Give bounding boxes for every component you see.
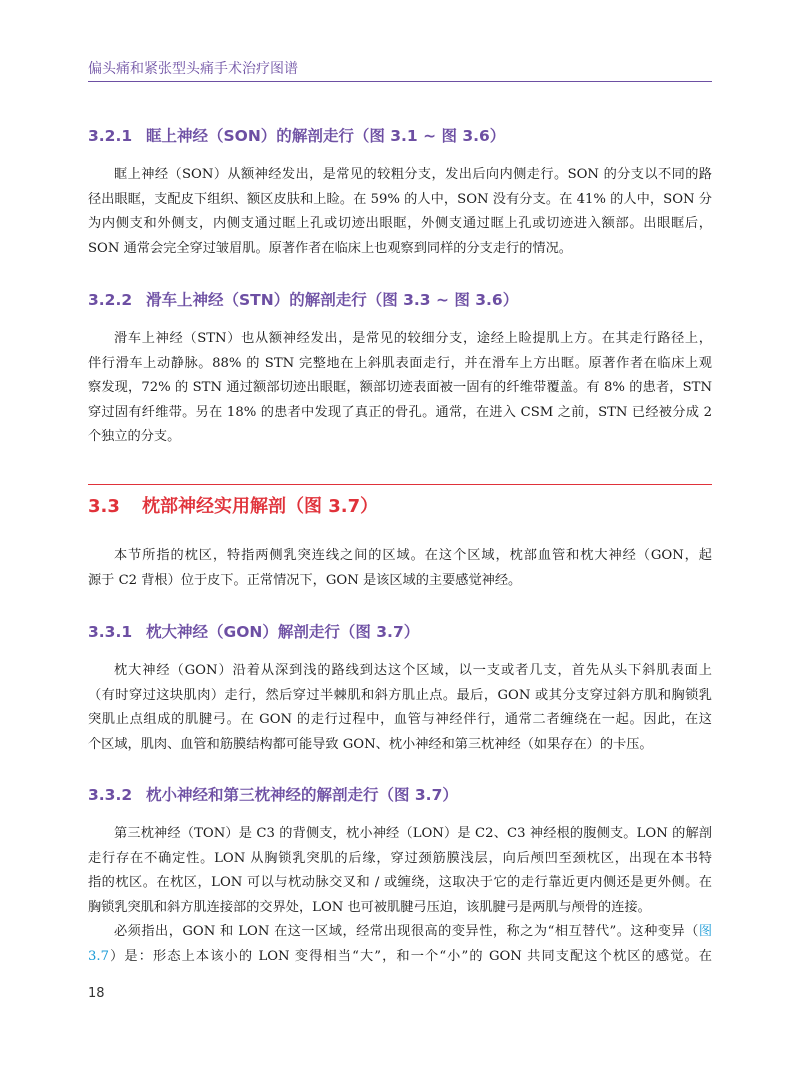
subsection-number: 3.3.1 [88,623,133,641]
paragraph-occipital-intro [88,544,712,593]
text-line [88,945,712,970]
text-line: （有时穿过这块肌肉）走行，然后穿过半棘肌和斜方肌止点。最后，GON 或其分支穿过斜方肌和胸锁乳 [88,687,712,703]
text-line: 第三枕神经（TON）是 C3 的背侧支，枕小神经（LON）是 C2、C3 神经根的腹侧支。LON 的解剖 [114,826,712,841]
subsection-heading-3-3-1 [88,620,419,642]
text-line: 滑车上神经（STN）也从额神经发出，是常见的较细分支，途经上睑提肌上方。在其走行路径上， [114,331,712,346]
text-line: 个区域，肌肉、血管和筋膜结构都可能导致 GON、枕小神经和第三枕神经（如果存在）的卡压。 [88,736,653,752]
subsection-title: 眶上神经（SON）的解剖走行（图 3.1 ~ 图 3.6） [146,127,506,145]
paragraph-son [88,163,712,261]
subsection-heading-3-2-1 [88,124,505,146]
section-title: 枕部神经实用解剖（图 3.7） [142,496,379,517]
text-line: 胸锁乳突肌和斜方肌连接部的交界处，LON 也可被肌腱弓压迫，该肌腱弓是两肌与颅骨的连接。 [88,899,651,915]
section-heading-3-3 [88,492,378,518]
subsection-title: 枕大神经（GON）解剖走行（图 3.7） [146,623,420,641]
text-run: 必须指出，GON 和 LON 在这一区域，经常出现很高的变异性，称之为“相互替代”。这种变异（ [114,924,699,939]
paragraph-lon-ton [88,822,712,969]
text-line: 为内侧支和外侧支，内侧支通过眶上孔或切迹出眼眶，外侧支通过眶上孔或切迹进入额部。出眼眶后， [88,216,712,231]
subsection-heading-3-2-2 [88,288,518,310]
section-rule [88,484,712,485]
section-number: 3.3 [88,496,120,517]
subsection-number: 3.2.1 [88,127,133,145]
figure-link[interactable]: 3.7 [88,948,109,964]
text-line: 走行存在不确定性。LON 从胸锁乳突肌的后缘，穿过颈筋膜浅层，向后颅凹至颈枕区，出现在本书特 [88,850,712,866]
paragraph-gon [88,659,712,757]
text-line [88,920,712,945]
subsection-title: 滑车上神经（STN）的解剖走行（图 3.3 ~ 图 3.6） [146,291,519,309]
subsection-number: 3.3.2 [88,786,133,804]
figure-link[interactable]: 图 [698,924,712,939]
text-line: 察发现，72% 的 STN 通过额部切迹出眼眶，额部切迹表面被一固有的纤维带覆盖。有 8% 的患者，STN [88,380,712,395]
text-line: 径出眼眶，支配皮下组织、额区皮肤和上睑。在 59% 的人中，SON 没有分支。在 41% 的人中，SON 分 [88,191,712,207]
subsection-heading-3-3-2 [88,783,458,805]
text-line: 本节所指的枕区，特指两侧乳突连线之间的区域。在这个区域，枕部血管和枕大神经（GON，起 [114,548,712,563]
text-line: SON 通常会完全穿过皱眉肌。原著作者在临床上也观察到同样的分支走行的情况。 [88,240,572,256]
text-run: ）是：形态上本该小的 LON 变得相当“大”，和一个“小”的 GON 共同支配这个枕区的感觉。在 [108,948,712,964]
text-line: 伴行滑车上动静脉。88% 的 STN 完整地在上斜肌表面走行，并在滑车上方出眶。原著作者在临床上观 [88,355,712,371]
subsection-number: 3.2.2 [88,291,133,309]
text-line: 指的枕区。在枕区，LON 可以与枕动脉交叉和 / 或缠绕，这取决于它的走行靠近更内侧还是更外侧。在 [88,875,712,890]
text-line: 个独立的分支。 [88,429,181,444]
text-line: 突肌止点组成的肌腱弓。在 GON 的走行过程中，血管与神经伴行，通常二者缠绕在一起。因此，在这 [88,712,712,727]
paragraph-stn [88,327,712,450]
text-line: 穿过固有纤维带。另在 18% 的患者中发现了真正的骨孔。通常，在进入 CSM 之前，STN 已经被分成 2 [88,404,712,420]
running-header: 偏头痛和紧张型头痛手术治疗图谱 [88,61,298,77]
text-line: 枕大神经（GON）沿着从深到浅的路线到达这个区域，以一支或者几支，首先从头下斜肌表面上 [114,663,712,678]
text-line: 眶上神经（SON）从额神经发出，是常见的较粗分支，发出后向内侧走行。SON 的分支以不同的路 [114,167,712,182]
text-line: 源于 C2 背根）位于皮下。正常情况下，GON 是该区域的主要感觉神经。 [88,572,522,588]
page-number: 18 [88,986,105,1001]
header-rule [88,81,712,82]
subsection-title: 枕小神经和第三枕神经的解剖走行（图 3.7） [146,786,458,804]
